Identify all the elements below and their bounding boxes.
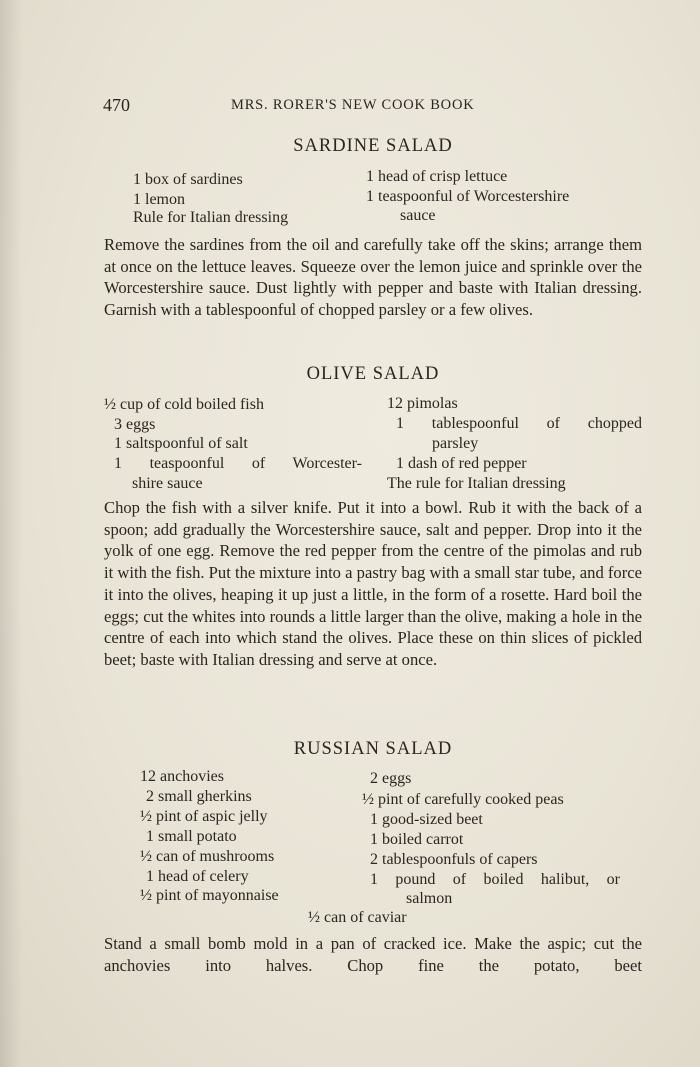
running-title: MRS. RORER'S NEW COOK BOOK: [231, 97, 475, 113]
ingredient: 1 good-sized beet: [370, 811, 483, 828]
page-header: [103, 95, 643, 117]
ingredient: 1 dash of red pepper: [396, 455, 527, 472]
sardine-salad-title: SARDINE SALAD: [293, 136, 453, 156]
olive-method: Chop the fish with a silver knife. Put it into a bowl. Rub it with the back of a spoon; add gradually the Worcestershire sauce, salt and pepper. Drop into it the yolk of one egg. Remove the red pepper from the centre of the pimolas and rub it with the fish. Put the mixture into a pastry bag with a small star tube, and force it into the olives, heaping it up just a little, in the form of a rosette. Hard boil the eggs; cut the whites into rounds a little larger than the olive, making a hole in the centre of each into which stand the olives. Place these on thin slices of pickled beet; baste with Italian dressing and serve at once.: [104, 498, 642, 669]
ingredient: 2 small gherkins: [146, 788, 252, 805]
ingredient: salmon: [406, 890, 453, 907]
gutter-shadow: [0, 0, 22, 1067]
ingredient: 3 eggs: [114, 416, 156, 433]
ingredient: ½ can of mushrooms: [140, 848, 275, 865]
russian-salad-title: RUSSIAN SALAD: [293, 739, 453, 759]
ingredient: 1 small potato: [146, 828, 237, 845]
ingredient: ½ pint of carefully cooked peas: [362, 791, 564, 808]
ingredient: 1 pound of boiled halibut, or: [370, 871, 620, 888]
page-number: 470: [103, 95, 130, 115]
ingredient: 2 tablespoonfuls of capers: [370, 851, 538, 868]
sardine-method: Remove the sardines from the oil and carefully take off the skins; arrange them at once on the lettuce leaves. Squeeze over the lemon juice and sprinkle over the Worcestershire sauce. Dust lightly with pepper and baste with Italian dressing. Garnish with a tablespoonful of chopped parsley or a few olives.: [104, 235, 642, 320]
ingredient: sauce: [400, 207, 436, 224]
ingredient: ½ pint of mayonnaise: [140, 887, 279, 904]
ingredient: 1 saltspoonful of salt: [114, 435, 248, 452]
ingredient: 1 teaspoonful of Worcester-: [114, 455, 362, 472]
ingredient: Rule for Italian dressing: [133, 209, 289, 226]
ingredient: The rule for Italian dressing: [387, 475, 566, 492]
ingredient: 1 head of celery: [146, 868, 249, 885]
ingredient: shire sauce: [132, 475, 203, 492]
ingredient: parsley: [432, 435, 479, 452]
ingredient: ½ can of caviar: [308, 909, 407, 926]
ingredient: 12 anchovies: [140, 768, 224, 785]
ingredient: 12 pimolas: [387, 395, 458, 412]
ingredient: ½ pint of aspic jelly: [140, 808, 268, 825]
olive-salad-title: OLIVE SALAD: [306, 364, 440, 384]
ingredient: 1 head of crisp lettuce: [366, 168, 508, 185]
ingredient: ½ cup of cold boiled fish: [104, 396, 264, 413]
ingredient: 1 box of sardines: [133, 171, 243, 188]
ingredient: 1 lemon: [133, 191, 185, 208]
ingredient: 1 boiled carrot: [370, 831, 464, 848]
ingredient: 1 teaspoonful of Worcestershire: [366, 188, 570, 205]
russian-method: Stand a small bomb mold in a pan of cracked ice. Make the aspic; cut the anchovies into halves. Chop fine the potato, beet: [104, 934, 642, 975]
ingredient: 1 tablespoonful of chopped: [396, 415, 642, 432]
ingredient: 2 eggs: [370, 770, 412, 787]
